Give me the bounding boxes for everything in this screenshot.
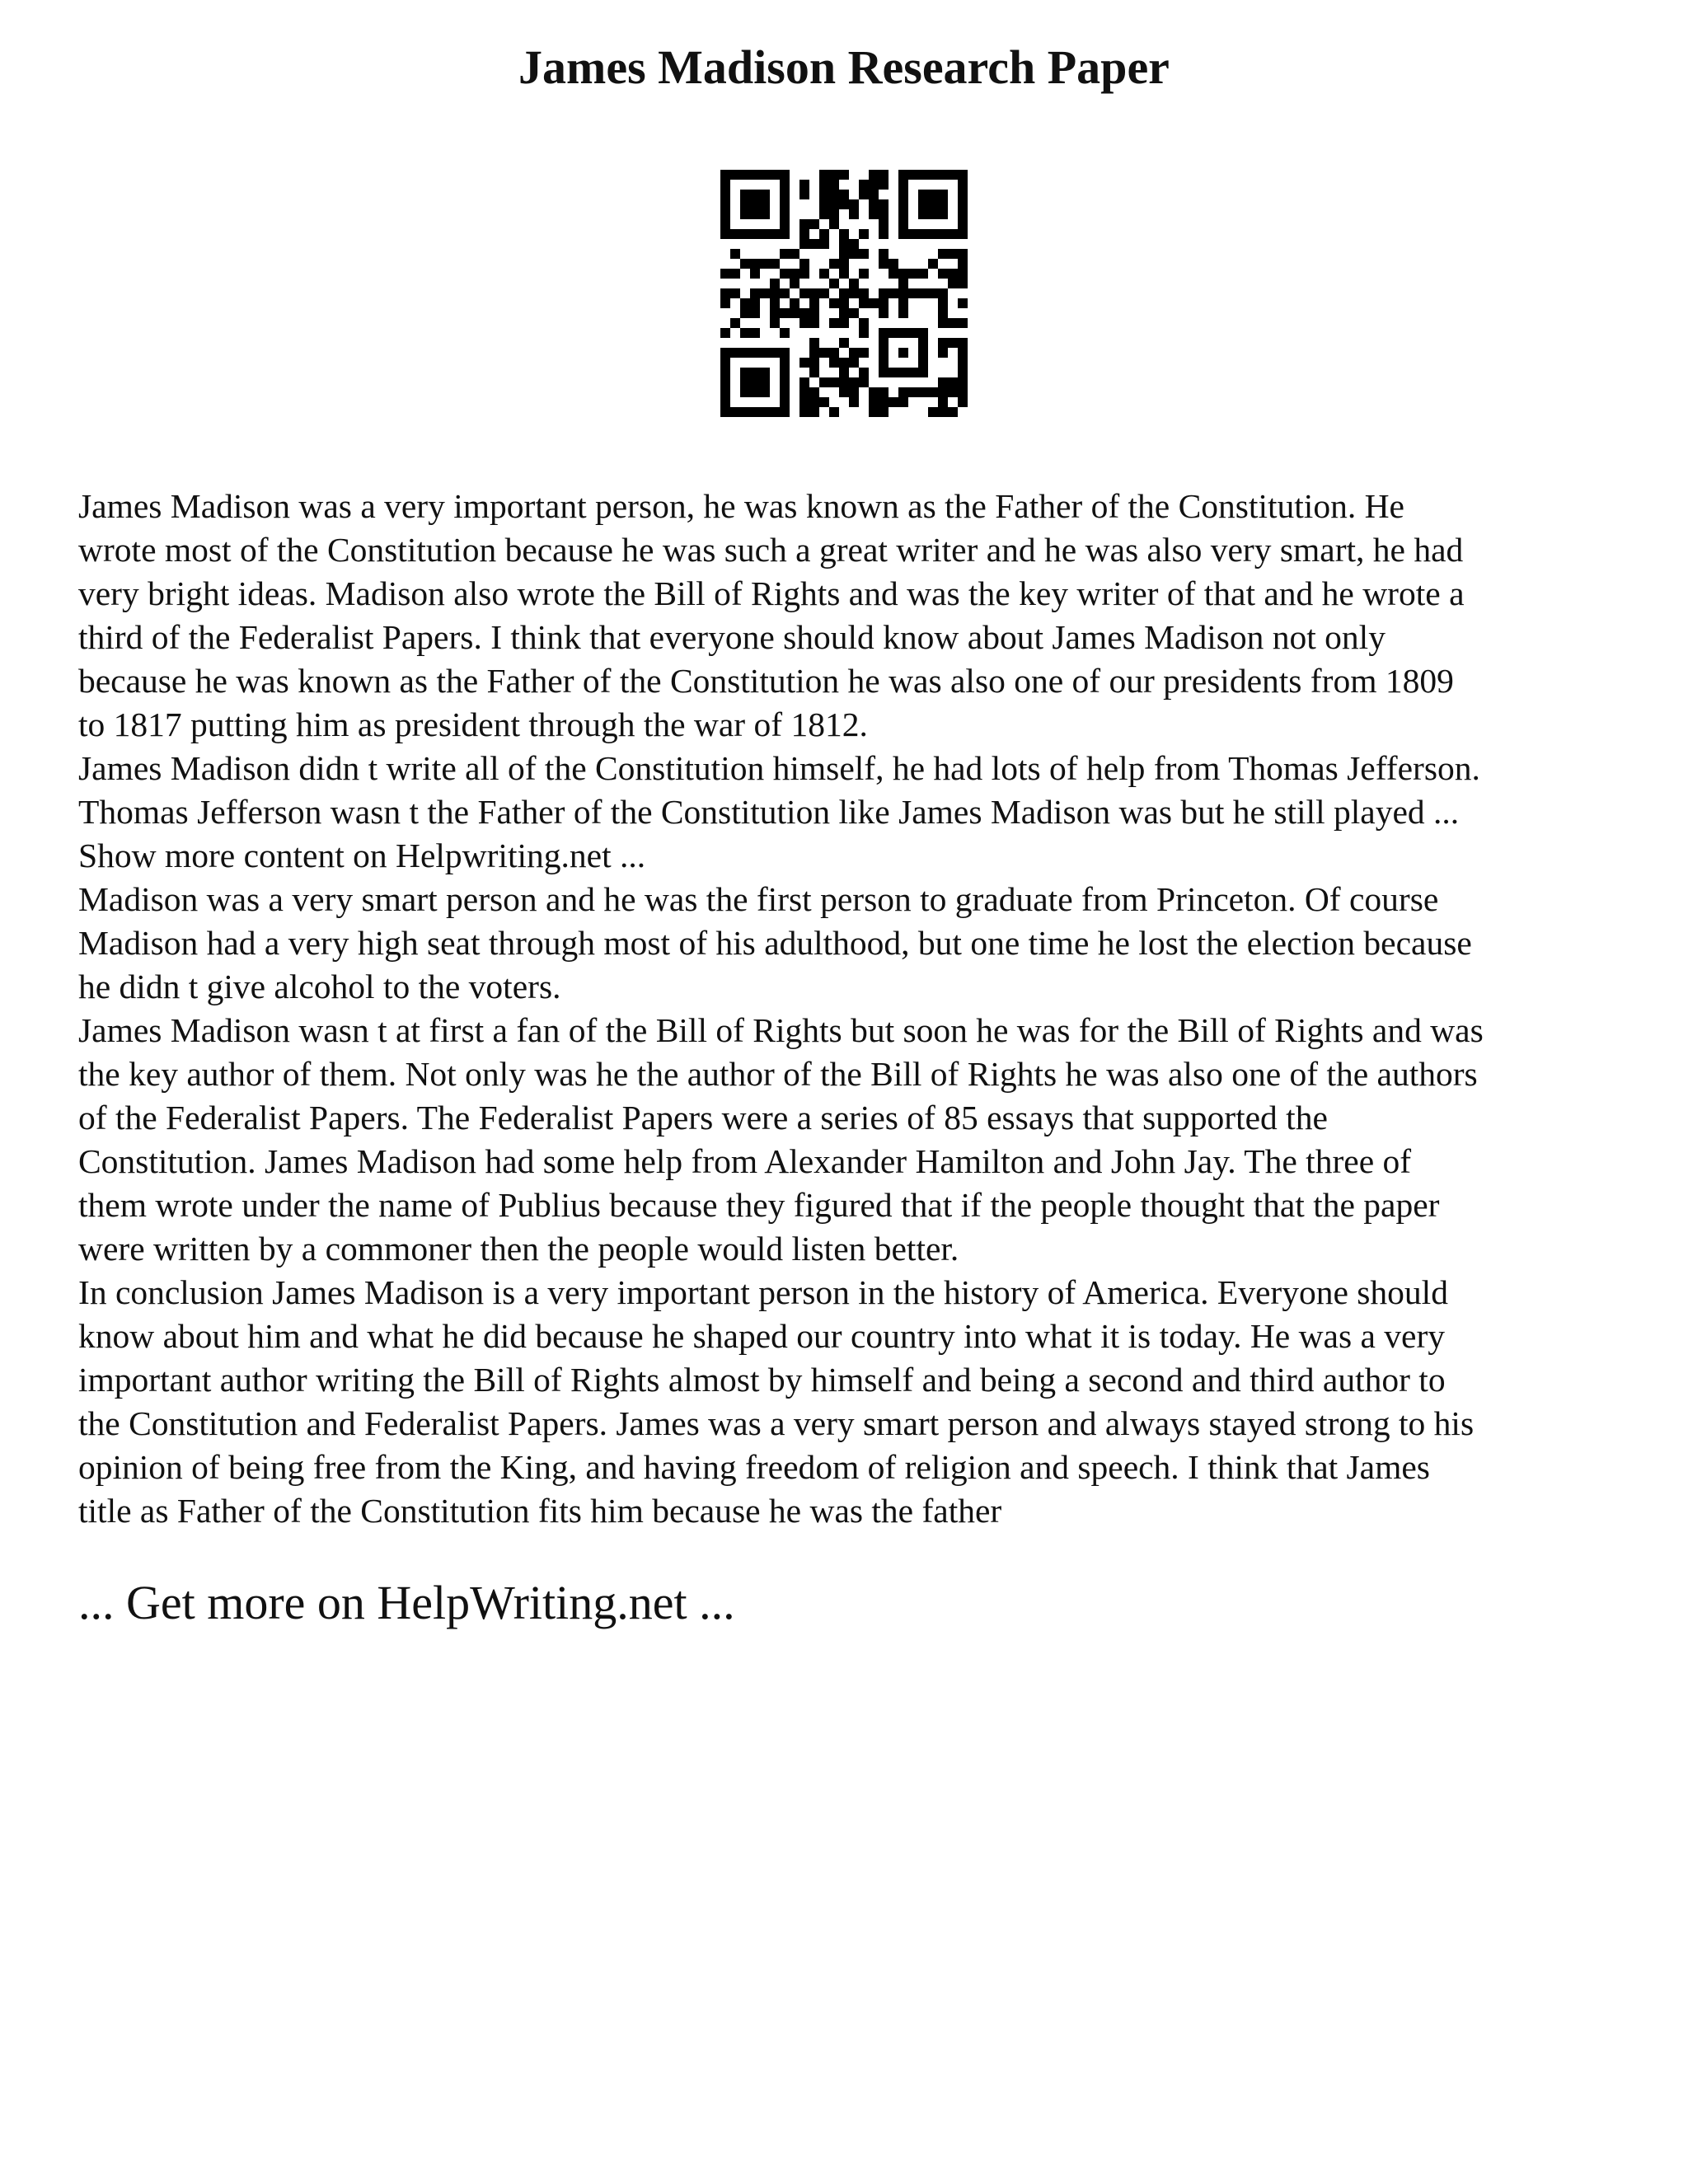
text-line: third of the Federalist Papers. I think that everyone should know about James Madison not only xyxy=(78,618,1386,656)
text-line: James Madison wasn t at first a fan of the Bill of Rights but soon he was for the Bill of Rights and was xyxy=(78,1011,1484,1049)
text-line: he didn t give alcohol to the voters. xyxy=(78,968,561,1005)
get-more-link[interactable]: ... Get more on HelpWriting.net ... xyxy=(78,1576,735,1629)
text-line: Constitution. James Madison had some help from Alexander Hamilton and John Jay. The three of xyxy=(78,1142,1412,1180)
text-line: to 1817 putting him as president through the war of 1812. xyxy=(78,705,868,743)
text-line: Madison was a very smart person and he was the first person to graduate from Princeton. Of course xyxy=(78,880,1439,918)
text-line: In conclusion James Madison is a very important person in the history of America. Everyone should xyxy=(78,1273,1448,1311)
paragraph-2 xyxy=(78,747,1628,878)
text-line: were written by a commoner then the people would listen better. xyxy=(78,1230,959,1268)
text-line: Madison had a very high seat through most of his adulthood, but one time he lost the election because xyxy=(78,924,1472,962)
paragraph-5 xyxy=(78,1271,1628,1533)
show-more-line[interactable]: Show more content on Helpwriting.net ... xyxy=(78,837,646,874)
text-line: title as Father of the Constitution fits him because he was the father xyxy=(78,1492,1002,1530)
paragraph-3 xyxy=(78,878,1628,1009)
text-line: opinion of being free from the King, and having freedom of religion and speech. I think that James xyxy=(78,1448,1430,1486)
text-line: of the Federalist Papers. The Federalist Papers were a series of 85 essays that supported the xyxy=(78,1099,1328,1137)
paragraph-1 xyxy=(78,485,1628,747)
text-line: important author writing the Bill of Rights almost by himself and being a second and third author to xyxy=(78,1361,1446,1399)
text-line: the Constitution and Federalist Papers. James was a very smart person and always stayed strong to his xyxy=(78,1404,1475,1442)
text-line: wrote most of the Constitution because he was such a great writer and he was also very smart, he had xyxy=(78,531,1464,569)
text-line: the key author of them. Not only was he the author of the Bill of Rights he was also one of the authors xyxy=(78,1055,1478,1093)
text-line: because he was known as the Father of the Constitution he was also one of our presidents from 1809 xyxy=(78,662,1454,700)
paragraph-4 xyxy=(78,1009,1628,1271)
text-line: very bright ideas. Madison also wrote the Bill of Rights and was the key writer of that and he wrote a xyxy=(78,574,1465,612)
text-line: them wrote under the name of Publius because they figured that if the people thought that the paper xyxy=(78,1186,1440,1224)
text-line: James Madison didn t write all of the Constitution himself, he had lots of help from Thomas Jefferson. xyxy=(78,749,1480,787)
text-line: know about him and what he did because he shaped our country into what it is today. He was a very xyxy=(78,1317,1446,1355)
qr-code-graphic xyxy=(720,170,968,417)
text-line: Thomas Jefferson wasn t the Father of the Constitution like James Madison was but he still played ... xyxy=(78,793,1460,831)
qr-code-icon[interactable] xyxy=(720,170,968,417)
page-title: James Madison Research Paper xyxy=(518,40,1170,94)
text-line: James Madison was a very important person, he was known as the Father of the Constitution. He xyxy=(78,487,1404,525)
article-body xyxy=(78,485,1628,1533)
